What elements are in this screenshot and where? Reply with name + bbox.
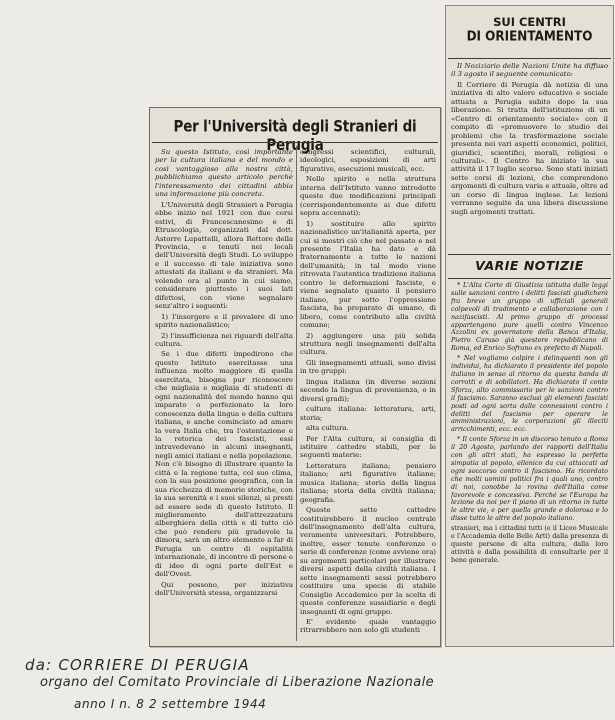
paragraph: Queste sette cattedre costituirebbero il nucleo centrale dell'insegnamento dell'alta cultura, veramente universitari. Potrebbero, inoltre, esser tenute conferenze o serie di conferenze (come avviene ora) su argomenti particolari per illustrare diversi aspetti della civiltà italiana. I sette insegnamenti sessi potrebbero costituire una specie di stabile Consiglio Accademico per la scelta di queste conferenze sussidiarie e degli insegnanti di ogni gruppo. <box>300 506 436 616</box>
varie-notizie-body <box>451 282 608 642</box>
main-article-left-column <box>155 148 293 643</box>
paragraph: 1) sostituire allo spirito nazionalistico un'italianità aperta, per cui si mostri ciò che nel passato e nel presente l'Italia ha dato e dà fraternamente a tutte le nazioni dell'umanità; in tal modo viene ritrovata l'autentica tradizione italiana contro le deformazioni fasciste, e viene segnalato quanto il pensiero italiano, pur sotto l'oppressione fascista, ha preparato di umano, di libero, come contributo alla civiltà comune; <box>300 219 436 330</box>
main-article-headline: Per l'Università degli Stranieri di Perugia <box>173 117 417 155</box>
paragraph: lingua italiana (in diverse sezioni secondo la lingua di provenienza, o in diversi gradi); <box>300 377 436 403</box>
paragraph: alta cultura. <box>306 424 349 433</box>
paragraph: Gli insegnamenti attuali, sono divisi in tre gruppi: <box>300 358 436 376</box>
paragraph: * Il conte Sforza in un discorso tenuto a Roma il 20 Agosto, parlando dei rapporti dell'Italia con gli altri stati, ha espresso la perfetta simpatia al popolo, ellenico da cui attaccati ad ogni soccorso contro il fascismo. Ha ricordato che molti uomini politici fra i quali uno, contro di noi, conobbe la rovina dell'Italia come favorevole e concessiva. Perché se l'Europa ha lezione da noi per il piano di un ritorno in tutte le altre vie, e per quella grande e dolorosa e lo disse tutto le altre del popolo italiano. <box>451 435 608 523</box>
handwritten-date-line: anno I n. 8 2 settembre 1944 <box>74 697 267 711</box>
paragraph: stranieri, ma i cittadini tutti (e il Liceo Musicale e l'Accademia delle Belle Arti) dalla presenza di queste persone di alta cultura, dalla loro attività e dalla possibilità di consultarle per il bene generale. <box>451 524 608 564</box>
paragraph: Il Corriere di Perugia dà notizia di una iniziativa di alto valore educativo e sociale attuata a Perugia subito dopo la sua liberazione. Si tratta dell'istituzione di un «Centro di orientamento sociale» con il compito di «promuovere lo studio dei problemi che la trasformazione sociale presenta nei vari aspetti economici, politici, giuridici, scientifici, morali, religiosi e culturali». Il Centro ha iniziato la sua attività il 17 luglio scorso. Sono stati iniziati sette corsi di lezioni, che comprendono argomenti di cultura varia e attuale, oltre ad un corso di lingua inglese. Le lezioni verranno seguite da una libera discussione sugli argomenti trattati. <box>451 80 608 216</box>
handwritten-source-line: da: CORRIERE DI PERUGIA <box>25 656 250 674</box>
paragraph: 2) aggiungere una più solida struttura negli insegnamenti dell'alta cultura. <box>300 331 436 357</box>
paragraph: Letteratura italiana; pensiero italiano; arti figurative italiane; musica italiana; storia della lingua italiana; storia della civiltà italiana; geografia. <box>300 461 436 504</box>
main-article-right-column <box>300 148 436 643</box>
paragraph: 2) l'insufficienza nei riguardi dell'alta cultura. <box>155 331 293 348</box>
paragraph: * Nel vogliamo colpire i delinquenti non gli individui, ha dichiarato il presidente del popolo italiano in senso al ritorno da questa banda di corrotti e di sobillatori. Ha dichiarato il conte Sforza, alto commissario per le sanzioni contro il fascismo. Saranno esclusi gli elementi fascisti posti ad ogni sorta dalle connessioni contro i delitti del fascismo per operare le amministrazioni, le corporazioni gli illeciti arricchimenti, ecc. ecc. <box>451 354 608 434</box>
paragraph: L'Università degli Stranieri a Perugia ebbe inizio nel 1921 con due corsi estivi, di Francescanesimo e di Etruscologia, organizzati dal dott. Astorre Lupattelli, allora Rettore della Provincia, e tenuti nei locali dell'Università degli Studi. Lo sviluppo e il successo di tale iniziativa sono attestati da italiani e da stranieri. Ma volendo ora al punto in cui siamo, considerare piuttosto i suoi lati difettosi, con viene segnalare senz'altro i seguenti: <box>155 200 293 311</box>
varie-top-rule <box>448 254 611 255</box>
paragraph: Nello spirito e nella struttura interna dell'Istituto vanno introdotte queste due modificazioni principali (corrispondentemente ai due difetti sopra accennati): <box>300 175 436 218</box>
side-headline-rule <box>448 58 611 59</box>
column-divider <box>296 146 297 641</box>
paragraph: cultura italiana: letteratura, arti, storia; <box>300 405 436 422</box>
paragraph: Se i due difetti impedirono che questo Istituto esercitasse una influenza molto maggiore di quella esercitata, bisogna pur riconoscere che migliaia e migliaia di studenti di ogni nazionalità del mondo hanno qui imparato o perfezionato la loro conoscenza della lingua e della cultura italiana, e anche cominciato ad amare la vera Italia che, tra l'ostentazione e la retorica dei fascisti, essi intravedevano in alcuni insegnanti, negli amici italiani e nella popolazione. Non c'è bisogno di illustrare quanto la città e la regione tutta, col suo clima, con la sua posizione geografica, con la sua ricchezza di memorie storiche, con la sua serenità e i suoi silenzi, si presti ad essere sede di questo Istituto. Il miglioramento dell'attrezzatura alberghiera della città e di tutto ciò che può rendere più gradevole la dimora, sarà un altro elemento a far di Perugia un centro di ospitalità internazionale, di incontro di persone e di idee di ogni parte dell'Est e dell'Ovest. <box>155 350 293 579</box>
varie-notizie-title: VARIE NOTIZIE <box>475 258 584 273</box>
paragraph: congressi scientifici, culturali, ideologici, esposizioni di arti figurative, esecuzioni musicali, ecc. <box>300 148 436 173</box>
paragraph: Qui possono, per iniziativa dell'Università stessa, organizzarsi <box>155 580 293 598</box>
headline-rule <box>152 142 438 143</box>
paragraph: Per l'Alta cultura, si consiglia di istituire cattedre stabili, per le seguenti materie: <box>300 434 436 460</box>
side-article-headline-line1: SUI CENTRI <box>493 15 566 29</box>
varie-bottom-rule <box>448 278 611 279</box>
side-article-body <box>451 62 608 252</box>
handwritten-organ-line: organo del Comitato Provinciale di Liberazione Nazionale <box>40 675 435 690</box>
paragraph: * L'Alta Corte di Giustizia istituita dalle leggi sulle sanzioni contro i delitti fascisti giudicherà fra breve un gruppo di ufficiali generali colpevoli di tradimento e collaborazione con i nazifascisti. Al primo gruppo di processi appartengono pure quelli contro Vincenzo Azzolini ex governatore della Banca d'Italia, Pietro Caruso già questore repubblicano di Roma, ed Enrico Sofrano ex prefetto di Napoli. <box>451 282 608 353</box>
side-article-headline-line2: DI ORIENTAMENTO <box>466 28 593 44</box>
paragraph: Su questo Istituto, così importante per la cultura italiana e del mondo e così vantaggioso alla nostra città, pubblichiamo questo articolo perchè l'interessamento dei cittadini abbia una informazione più concreta. <box>155 148 293 199</box>
paragraph: 1) l'insorgere e il prevalere di uno spirito nazionalistico; <box>155 312 293 330</box>
paragraph: E' evidente quale vantaggio ritrarrebbero non solo gli studenti <box>300 618 436 635</box>
paragraph: Il Noziziario delle Nazioni Unite ha diffuso il 3 agosto il seguente comunicato: <box>451 62 608 79</box>
main-article-clipping <box>149 107 441 647</box>
side-article-clipping <box>445 5 614 647</box>
